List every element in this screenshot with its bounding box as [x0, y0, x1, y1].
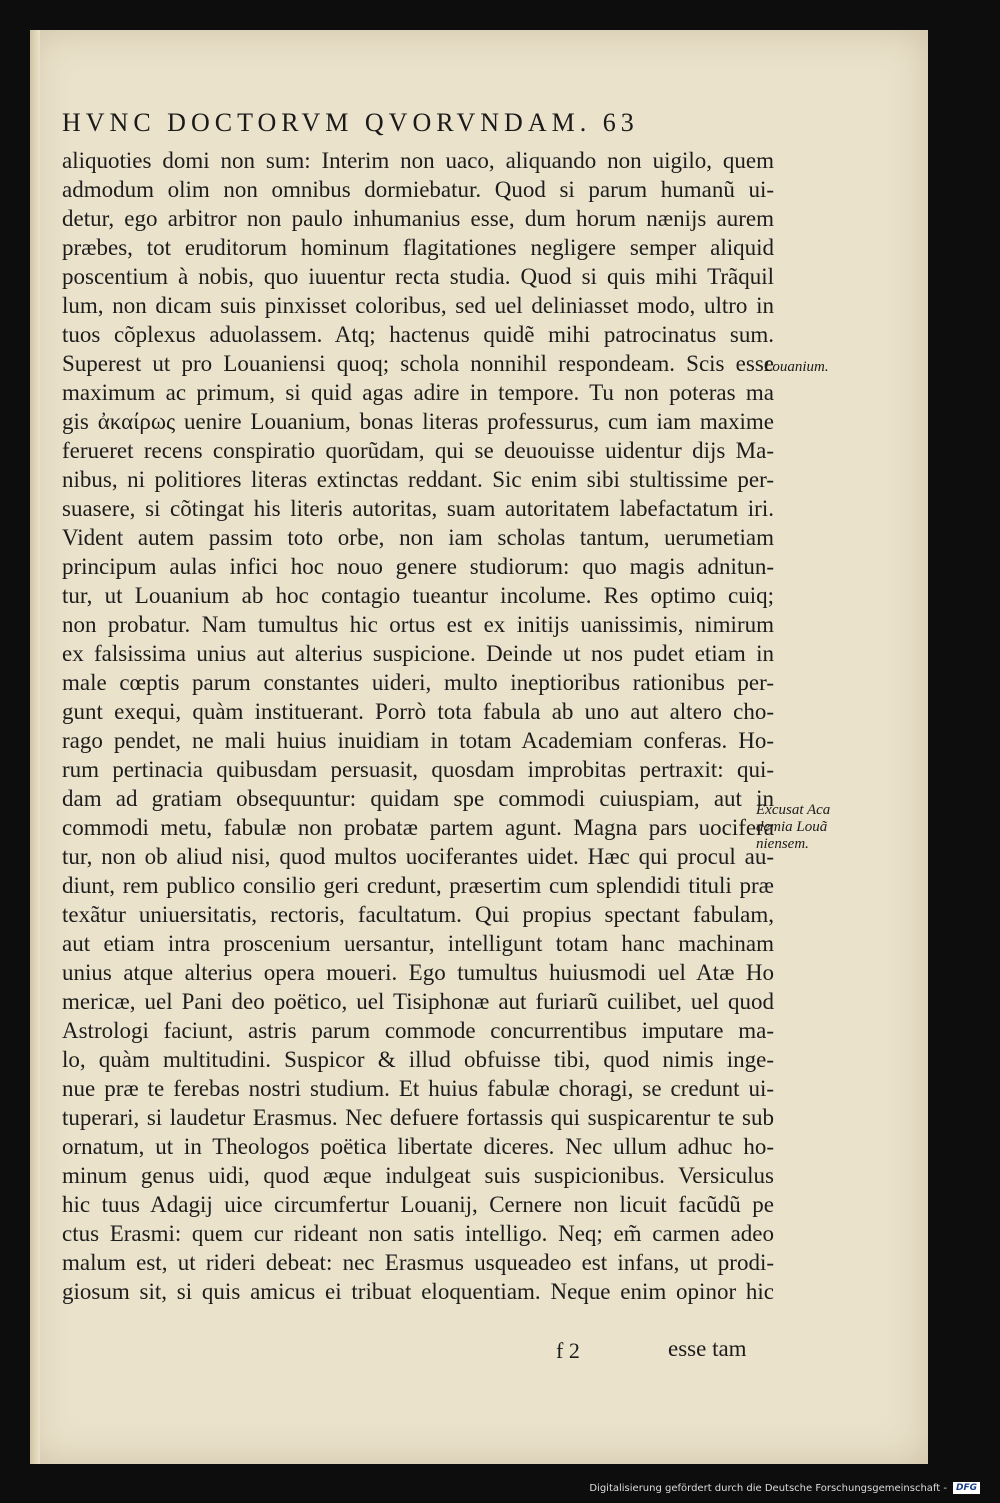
text-line: gunt exequi, quàm instituerant. Porrò tota fabula ab uno aut altero cho-	[62, 699, 774, 724]
text-line: ctus Erasmi: quem cur rideant non satis intelligo. Neq; em̃ carmen adeo	[62, 1221, 774, 1246]
text-line: Vident autem passim toto orbe, non iam scholas tantum, uerumetiam	[62, 525, 774, 550]
digitization-footer	[589, 1482, 980, 1494]
text-line: nue præ te ferebas nostri studium. Et huius fabulæ choragi, se credunt ui-	[62, 1076, 774, 1101]
text-line: admodum olim non omnibus dormiebatur. Quod si parum humanũ ui-	[62, 177, 774, 202]
text-line: giosum sit, si quis amicus ei tribuat eloquentiam. Neque enim opinor hic	[62, 1279, 774, 1304]
text-line: gis ἀκαίρως uenire Louanium, bonas literas professurus, cum iam maxime	[62, 409, 774, 434]
text-line: principum aulas infici hoc nouo genere studiorum: quo magis adnitun-	[62, 554, 774, 579]
text-line: poscentium à nobis, quo iuuentur recta studia. Quod si quis mihi Trãquil	[62, 264, 774, 289]
text-line: præbes, tot eruditorum hominum flagitationes negligere semper aliquid	[62, 235, 774, 260]
footer-credit: Digitalisierung gefördert durch die Deutsche Forschungsgemeinschaft -	[589, 1482, 947, 1494]
catchword: esse tam	[668, 1336, 747, 1361]
body-text	[62, 146, 774, 1306]
text-line: diunt, rem publico consilio geri credunt, præsertim cum splendidi tituli præ	[62, 873, 774, 898]
dfg-logo-icon: DFG	[953, 1482, 980, 1494]
text-line: ornatum, ut in Theologos poëtica libertate diceres. Nec ullum adhuc ho-	[62, 1134, 774, 1159]
text-line: maximum ac primum, si quid agas adire in tempore. Tu non poteras ma	[62, 380, 774, 405]
text-line: tuperari, si laudetur Erasmus. Nec defuere fortassis qui suspicarentur te sub	[62, 1105, 774, 1130]
marginal-note-line: Excusat Aca	[756, 802, 831, 818]
text-line: ex falsissima unius aut alterius suspicione. Deinde ut nos pudet etiam in	[62, 641, 774, 666]
text-line: aliquoties domi non sum: Interim non uaco, aliquando non uigilo, quem	[62, 148, 774, 173]
text-line: suasere, si cõtingat his literis autoritas, suam autoritatem labefactatum iri.	[62, 496, 774, 521]
page-gutter-shadow	[30, 30, 40, 1464]
text-line: ferueret recens conspiratio quorũdam, qui se deuouisse uidentur dijs Ma-	[62, 438, 774, 463]
text-line: tur, non ob aliud nisi, quod multos uociferantes uidet. Hæc qui procul au-	[62, 844, 774, 869]
text-line: dam ad gratiam obsequuntur: quidam spe commodi cuiuspiam, aut in	[62, 786, 774, 811]
marginal-note-line: demia Louã	[756, 819, 828, 835]
text-line: Superest ut pro Louaniensi quoq; schola nonnihil respondeam. Scis esse	[62, 351, 774, 376]
text-line: tur, ut Louanium ab hoc contagio tueantur incolume. Res optimo cuiq;	[62, 583, 774, 608]
text-line: texãtur uniuersitatis, rectoris, facultatum. Qui propius spectant fabulam,	[62, 902, 774, 927]
signature-mark: f 2	[556, 1338, 580, 1363]
text-line: commodi metu, fabulæ non probatæ partem agunt. Magna pars uocifera	[62, 815, 774, 840]
text-line: tuos cõplexus aduolassem. Atq; hactenus quidẽ mihi patrocinatus sum.	[62, 322, 774, 347]
text-line: aut etiam intra proscenium uersantur, intelligunt totam hanc machinam	[62, 931, 774, 956]
text-line: unius atque alterius opera moueri. Ego tumultus huiusmodi uel Atæ Ho	[62, 960, 774, 985]
text-line: detur, ego arbitror non paulo inhumanius esse, dum horum nænijs aurem	[62, 206, 774, 231]
text-line: malum est, ut rideri debeat: nec Erasmus usqueadeo est infans, ut prodi-	[62, 1250, 774, 1275]
marginal-note-line: niensem.	[756, 836, 809, 852]
text-line: non probatur. Nam tumultus hic ortus est ex initijs uanissimis, nimirum	[62, 612, 774, 637]
marginal-note-louanium: Louanium.	[764, 359, 829, 375]
text-line: male cœptis parum constantes uideri, multo ineptioribus rationibus per-	[62, 670, 774, 695]
text-line: hic tuus Adagij uice circumfertur Louanij, Cernere non licuit facũdũ pe	[62, 1192, 774, 1217]
text-line: lo, quàm multitudini. Suspicor & illud obfuisse tibi, quod nimis inge-	[62, 1047, 774, 1072]
text-line: minum genus uidi, quod æque indulgeat suis suspicionibus. Versiculus	[62, 1163, 774, 1188]
marginal-note-excusat	[756, 802, 830, 853]
text-line: Astrologi faciunt, astris parum commode concurrentibus imputare ma-	[62, 1018, 774, 1043]
text-line: nibus, ni politiores literas extinctas reddant. Sic enim sibi stultissime per-	[62, 467, 774, 492]
running-head: HVNC DOCTORVM QVORVNDAM. 63	[62, 108, 639, 137]
book-page	[30, 30, 928, 1464]
text-line: rago pendet, ne mali huius inuidiam in totam Academiam conferas. Ho-	[62, 728, 774, 753]
text-line: mericæ, uel Pani deo poëtico, uel Tisiphonæ aut furiarũ cuilibet, uel quod	[62, 989, 774, 1014]
text-line: lum, non dicam suis pinxisset coloribus, sed uel deliniasset modo, ultro in	[62, 293, 774, 318]
text-line: rum pertinacia quibusdam persuasit, quosdam improbitas pertraxit: qui-	[62, 757, 774, 782]
